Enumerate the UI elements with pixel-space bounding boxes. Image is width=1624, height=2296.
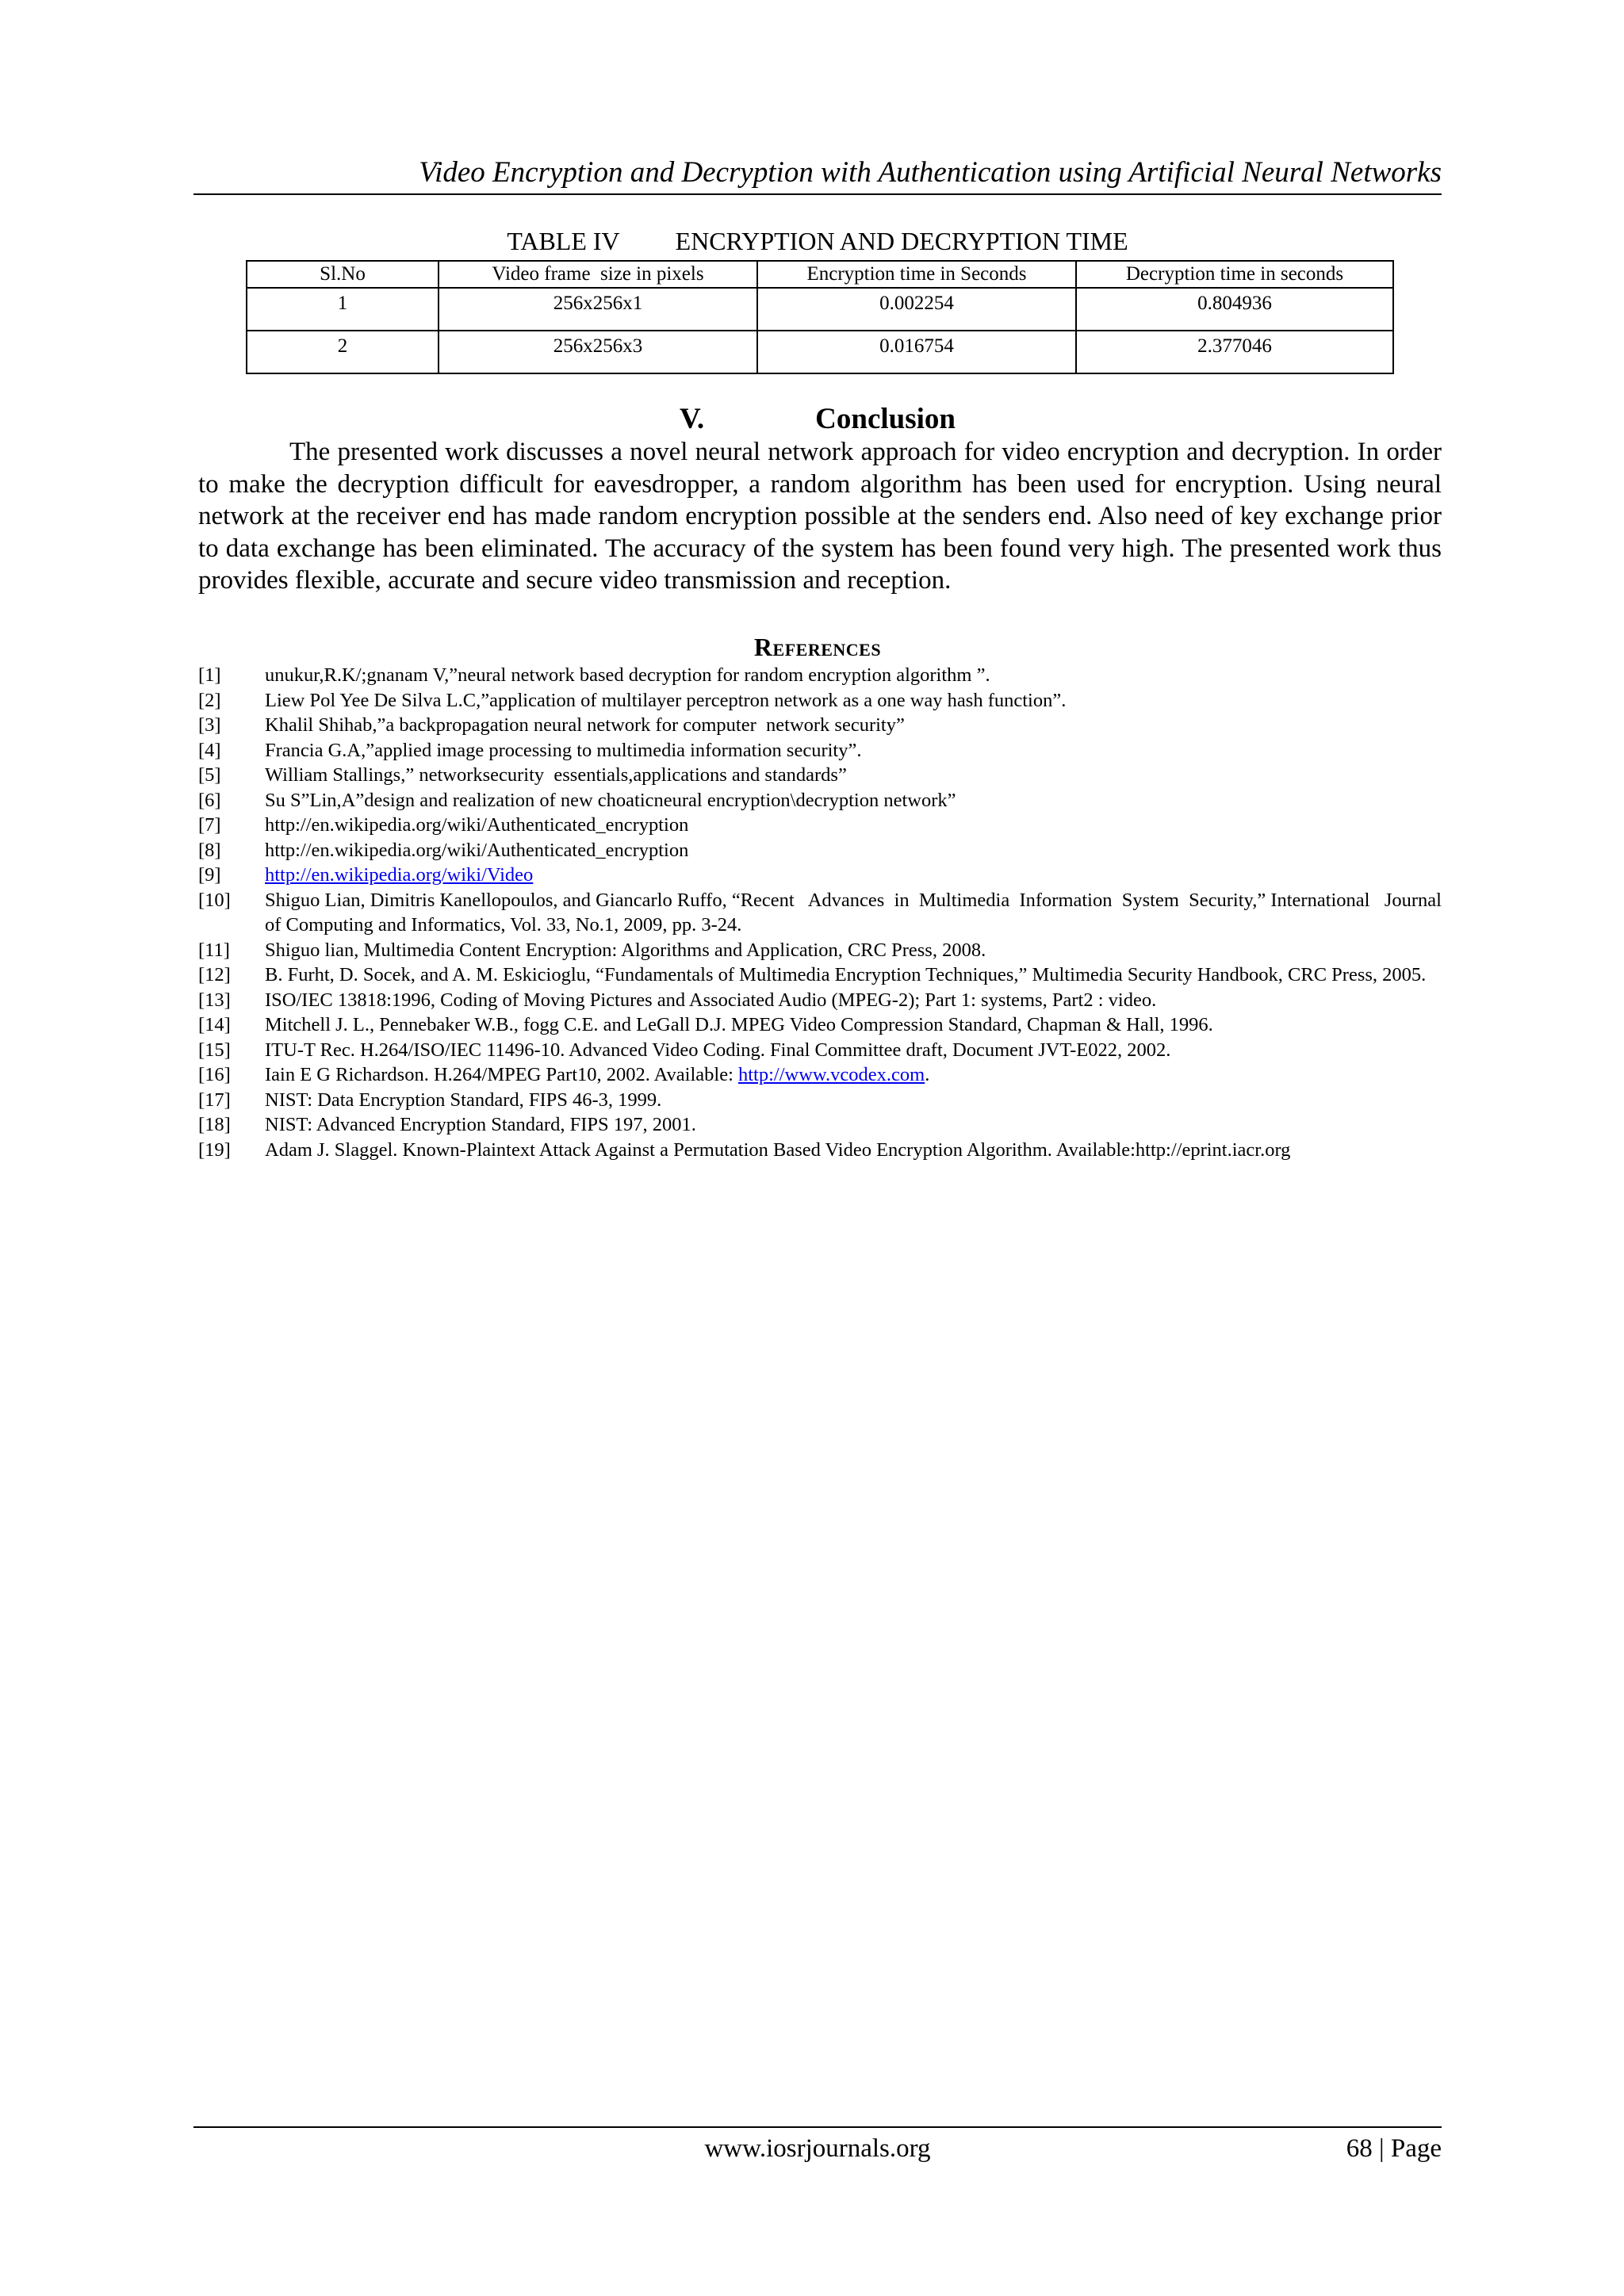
column-header: Video frame size in pixels (439, 261, 757, 288)
running-header: Video Encryption and Decryption with Authentication using Artificial Neural Networks (419, 156, 1442, 189)
references-heading: References (753, 633, 882, 661)
reference-text: unukur,R.K/;gnanam V,”neural network based decryption for random encryption algorithm ”. (265, 664, 990, 686)
page-number: 68 | Page (1346, 2134, 1442, 2163)
header-rule (193, 193, 1442, 195)
reference-text: Khalil Shihab,”a backpropagation neural network for computer network security” (265, 714, 905, 736)
reference-item (198, 1038, 1442, 1063)
table-cell: 2 (247, 331, 439, 373)
reference-text: Su S”Lin,A”design and realization of new choaticneural encryption\decryption network” (265, 789, 956, 811)
reference-number: [11] (198, 939, 230, 961)
reference-text: Iain E G Richardson. H.264/MPEG Part10, 2002. Available: (265, 1064, 738, 1085)
reference-number: [9] (198, 864, 221, 886)
reference-text: NIST: Data Encryption Standard, FIPS 46-3, 1999. (265, 1089, 662, 1111)
reference-item (198, 938, 1442, 963)
reference-number: [16] (198, 1064, 231, 1085)
reference-text: http://en.wikipedia.org/wiki/Authenticated_encryption (265, 839, 689, 861)
table-cell: 0.016754 (757, 331, 1076, 373)
table-cell: 0.002254 (757, 288, 1076, 331)
reference-item (198, 1112, 1442, 1138)
reference-number: [6] (198, 789, 221, 811)
table-cell: 256x256x1 (439, 288, 757, 331)
reference-text: Shiguo Lian, Dimitris Kanellopoulos, and Giancarlo Ruffo, “Recent Advances in Multimedia Information System Security,” International Journal of Computing and Informatics, Vol. 33, No.1, 2009, pp. 3-24. (265, 889, 1447, 936)
section-title: Conclusion (815, 403, 956, 435)
reference-item (198, 1088, 1442, 1113)
reference-text: William Stallings,” networksecurity essentials,applications and standards” (265, 764, 847, 786)
conclusion-paragraph: The presented work discusses a novel neural network approach for video encryption and decryption. In order to make the decryption difficult for eavesdropper, a random algorithm has been used for encryption. Using neural network at the receiver end has made random encryption possible at the senders end. Also need of key exchange prior to data exchange has been eliminated. The accuracy of the system has been found very high. The presented work thus provides flexible, accurate and secure video transmission and reception. (198, 438, 1442, 595)
reference-item (198, 738, 1442, 763)
reference-text: http://en.wikipedia.org/wiki/Authenticated_encryption (265, 814, 689, 836)
reference-number: [14] (198, 1014, 231, 1035)
table-number: TABLE IV (507, 227, 620, 255)
table-row (247, 288, 1393, 331)
reference-number: [4] (198, 739, 221, 761)
footer-website: www.iosrjournals.org (704, 2134, 931, 2163)
reference-number: [12] (198, 964, 231, 985)
reference-item (198, 813, 1442, 838)
reference-text: NIST: Advanced Encryption Standard, FIPS 197, 2001. (265, 1114, 696, 1135)
column-header: Encryption time in Seconds (757, 261, 1076, 288)
reference-item (198, 1138, 1442, 1163)
table-cell: 2.377046 (1076, 331, 1393, 373)
reference-link[interactable]: http://en.wikipedia.org/wiki/Video (265, 864, 534, 886)
reference-item (198, 863, 1442, 888)
reference-number: [3] (198, 714, 221, 736)
reference-item (198, 713, 1442, 738)
reference-text: B. Furht, D. Socek, and A. M. Eskicioglu, “Fundamentals of Multimedia Encryption Techniques,” Multimedia Security Handbook, CRC Press, 2005. (265, 964, 1427, 985)
reference-number: [7] (198, 814, 221, 836)
section-heading (193, 400, 1442, 438)
reference-number: [10] (198, 889, 231, 911)
reference-item (198, 788, 1442, 813)
reference-item (198, 888, 1447, 938)
reference-number: [15] (198, 1039, 231, 1061)
reference-item (198, 1012, 1442, 1038)
table-row (247, 331, 1393, 373)
reference-text: Francia G.A,”applied image processing to multimedia information security”. (265, 739, 862, 761)
reference-number: [8] (198, 839, 221, 861)
column-header: Decryption time in seconds (1076, 261, 1393, 288)
reference-item (198, 988, 1442, 1013)
footer-rule (193, 2126, 1442, 2128)
reference-number: [19] (198, 1138, 231, 1161)
table-cell: 256x256x3 (439, 331, 757, 373)
table-title: ENCRYPTION AND DECRYPTION TIME (675, 227, 1128, 255)
reference-number: [13] (198, 989, 231, 1011)
reference-text: Liew Pol Yee De Silva L.C,”application of multilayer perceptron network as a one way hash function”. (265, 689, 1067, 711)
reference-number: [5] (198, 764, 221, 786)
reference-text: Shiguo lian, Multimedia Content Encryption: Algorithms and Application, CRC Press, 2008. (265, 939, 986, 961)
reference-item (198, 1062, 1442, 1088)
column-header: Sl.No (247, 261, 439, 288)
reference-item (198, 838, 1442, 863)
timing-table (246, 260, 1394, 374)
reference-item (198, 962, 1442, 988)
reference-text: ITU-T Rec. H.264/ISO/IEC 11496-10. Advanced Video Coding. Final Committee draft, Document JVT-E022, 2002. (265, 1039, 1171, 1061)
table-cell: 0.804936 (1076, 288, 1393, 331)
section-number: V. (679, 403, 705, 435)
table-caption (193, 225, 1442, 257)
reference-link[interactable]: http://www.vcodex.com (738, 1064, 925, 1085)
table-cell: 1 (247, 288, 439, 331)
reference-text-end: . (925, 1064, 930, 1085)
reference-list (198, 663, 1447, 1162)
reference-number: [2] (198, 689, 221, 711)
reference-text: ISO/IEC 13818:1996, Coding of Moving Pictures and Associated Audio (MPEG-2); Part 1: systems, Part2 : video. (265, 989, 1157, 1011)
reference-text: Adam J. Slaggel. Known-Plaintext Attack Against a Permutation Based Video Encryption Algorithm. Available:http://eprint.iacr.org (265, 1138, 1291, 1161)
reference-item (198, 688, 1442, 714)
reference-number: [1] (198, 664, 221, 686)
reference-number: [17] (198, 1089, 231, 1111)
reference-number: [18] (198, 1114, 231, 1135)
table-header-row (247, 261, 1393, 288)
reference-text: Mitchell J. L., Pennebaker W.B., fogg C.E. and LeGall D.J. MPEG Video Compression Standard, Chapman & Hall, 1996. (265, 1014, 1213, 1035)
reference-item (198, 663, 1442, 688)
reference-item (198, 763, 1442, 788)
